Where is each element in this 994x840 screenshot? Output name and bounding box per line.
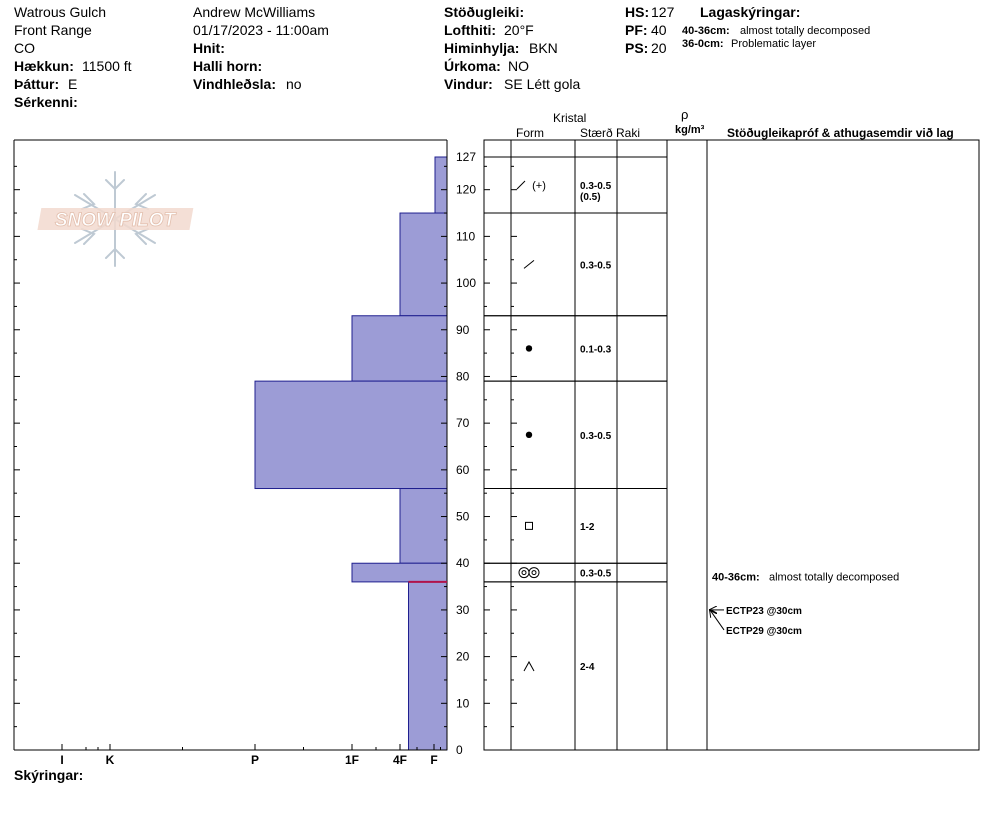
hardness-tick-label: 1F	[344, 753, 360, 767]
logo-text: SNOW PILOT	[54, 210, 176, 231]
observer-name: Andrew McWilliams	[193, 4, 316, 20]
square-mark	[526, 522, 533, 529]
wind-value: SE Létt gola	[504, 76, 581, 92]
aspect-label: Þáttur:	[14, 76, 60, 92]
height-tick-label: 90	[456, 322, 470, 337]
snowpilot-logo	[37, 172, 193, 266]
hardness-bar	[255, 381, 447, 488]
rounded-grain-symbol	[526, 345, 532, 351]
height-tick-label: 127	[456, 150, 477, 164]
grain-size-label: 0.3-0.5	[580, 181, 612, 193]
grain-size-label: 2-4	[580, 661, 595, 673]
rho-header: ρ	[681, 107, 689, 122]
hardness-bar	[409, 582, 448, 750]
height-tick-label: 60	[456, 462, 470, 477]
slash-mark	[517, 181, 525, 189]
grain-size-note: (0.5)	[580, 192, 601, 204]
hardness-bar	[400, 213, 447, 316]
slash-mark	[524, 260, 534, 268]
stability-label: Stöðugleiki:	[444, 4, 525, 20]
observation-datetime: 01/17/2023 - 11:00am	[193, 22, 329, 38]
stability-test-arrow	[710, 610, 724, 630]
height-tick-label: 30	[456, 602, 470, 617]
faceted-crystal-symbol	[526, 522, 533, 529]
mountain-range: Front Range	[14, 22, 92, 38]
hardness-bar	[435, 157, 447, 213]
pf-label: PF:	[625, 22, 648, 38]
ps-label: PS:	[625, 40, 649, 56]
density-unit-header: kg/m³	[675, 124, 705, 136]
hs-label: HS:	[625, 4, 650, 20]
stability-note-range: 40-36cm:	[712, 571, 760, 584]
layer-notes-title: Lagaskýringar:	[700, 4, 801, 20]
dot-mark	[526, 345, 532, 351]
hardness-tick-label: F	[430, 753, 438, 767]
hardness-tick-label: I	[60, 753, 64, 767]
specifics-label: Sérkenni:	[14, 94, 78, 110]
pf-value: 40	[651, 22, 667, 38]
crystal-header: Kristal	[553, 111, 587, 125]
decomposing-fragment-symbol	[524, 260, 534, 268]
comments-label: Skýringar:	[14, 767, 84, 783]
sky-cover-value: BKN	[529, 40, 558, 56]
dot-mark	[526, 432, 532, 438]
size-header: Stærð	[580, 126, 613, 140]
ring-mark	[529, 568, 539, 578]
wind-label: Vindur:	[444, 76, 493, 92]
height-tick-label: 120	[456, 182, 477, 197]
layer-note-text: Problematic layer	[731, 38, 816, 50]
elevation-value: 11500 ft	[82, 58, 132, 74]
hardness-tick-label: 4F	[392, 753, 408, 767]
elevation-label: Hækkun:	[14, 58, 74, 74]
slope-angle-label: Halli horn:	[193, 58, 263, 74]
hardness-bar	[352, 563, 447, 582]
state: CO	[14, 40, 35, 56]
air-temp-value: 20°F	[504, 22, 534, 38]
stability-test-label: ECTP29 @30cm	[726, 625, 802, 637]
height-tick-label: 80	[456, 369, 470, 384]
hs-value: 127	[651, 4, 675, 20]
height-tick-label: 110	[456, 229, 476, 244]
layer-note-text: almost totally decomposed	[740, 25, 871, 37]
form-header: Form	[516, 126, 544, 140]
height-tick-label: 40	[456, 556, 470, 571]
grain-size-label: 0.3-0.5	[580, 568, 612, 580]
precipitation-value: NO	[508, 58, 529, 74]
wind-loading-label: Vindhleðsla:	[193, 76, 276, 92]
stability-note-text: almost totally decomposed	[769, 571, 900, 584]
ring-mark	[532, 571, 536, 575]
ps-value: 20	[651, 40, 667, 56]
hardness-tick-label: P	[250, 753, 260, 767]
caret-mark	[524, 662, 534, 671]
grain-size-label: 0.3-0.5	[580, 430, 612, 442]
rounded-grain-symbol	[526, 432, 532, 438]
moisture-header: Raki	[616, 126, 641, 140]
coordinates-label: Hnit:	[193, 40, 225, 56]
height-tick-label: 100	[456, 276, 477, 291]
precipitation-label: Úrkoma:	[444, 58, 501, 74]
ring-mark	[519, 568, 529, 578]
grain-size-label: 0.3-0.5	[580, 260, 612, 272]
height-tick-label: 20	[456, 649, 470, 664]
height-tick-label: 10	[456, 696, 470, 711]
air-temp-label: Lofthiti:	[444, 22, 497, 38]
height-tick-label: 50	[456, 509, 470, 524]
wind-loading-value: no	[286, 76, 302, 92]
stability-test-label: ECTP23 @30cm	[726, 605, 802, 617]
depth-hoar-symbol	[524, 662, 534, 671]
aspect-value: E	[68, 76, 78, 92]
height-tick-label: 70	[456, 416, 470, 431]
layer-table-frame	[484, 140, 979, 750]
layer-note-range: 36-0cm:	[682, 38, 724, 50]
hardness-bar	[352, 316, 447, 381]
melt-form-symbol	[519, 568, 539, 578]
plus-mark: (+)	[532, 180, 546, 193]
rounding-fragment-symbol	[517, 180, 546, 192]
hardness-bar	[400, 489, 447, 564]
height-tick-label: 0	[456, 743, 463, 757]
grain-size-label: 0.1-0.3	[580, 344, 612, 356]
hardness-tick-label: K	[105, 753, 115, 767]
grain-size-label: 1-2	[580, 521, 595, 533]
ring-mark	[522, 571, 526, 575]
location-name: Watrous Gulch	[14, 4, 107, 20]
sky-cover-label: Himinhylja:	[444, 40, 520, 56]
stability-comments-header: Stöðugleikapróf & athugasemdir við lag	[727, 126, 954, 140]
layer-note-range: 40-36cm:	[682, 25, 730, 37]
